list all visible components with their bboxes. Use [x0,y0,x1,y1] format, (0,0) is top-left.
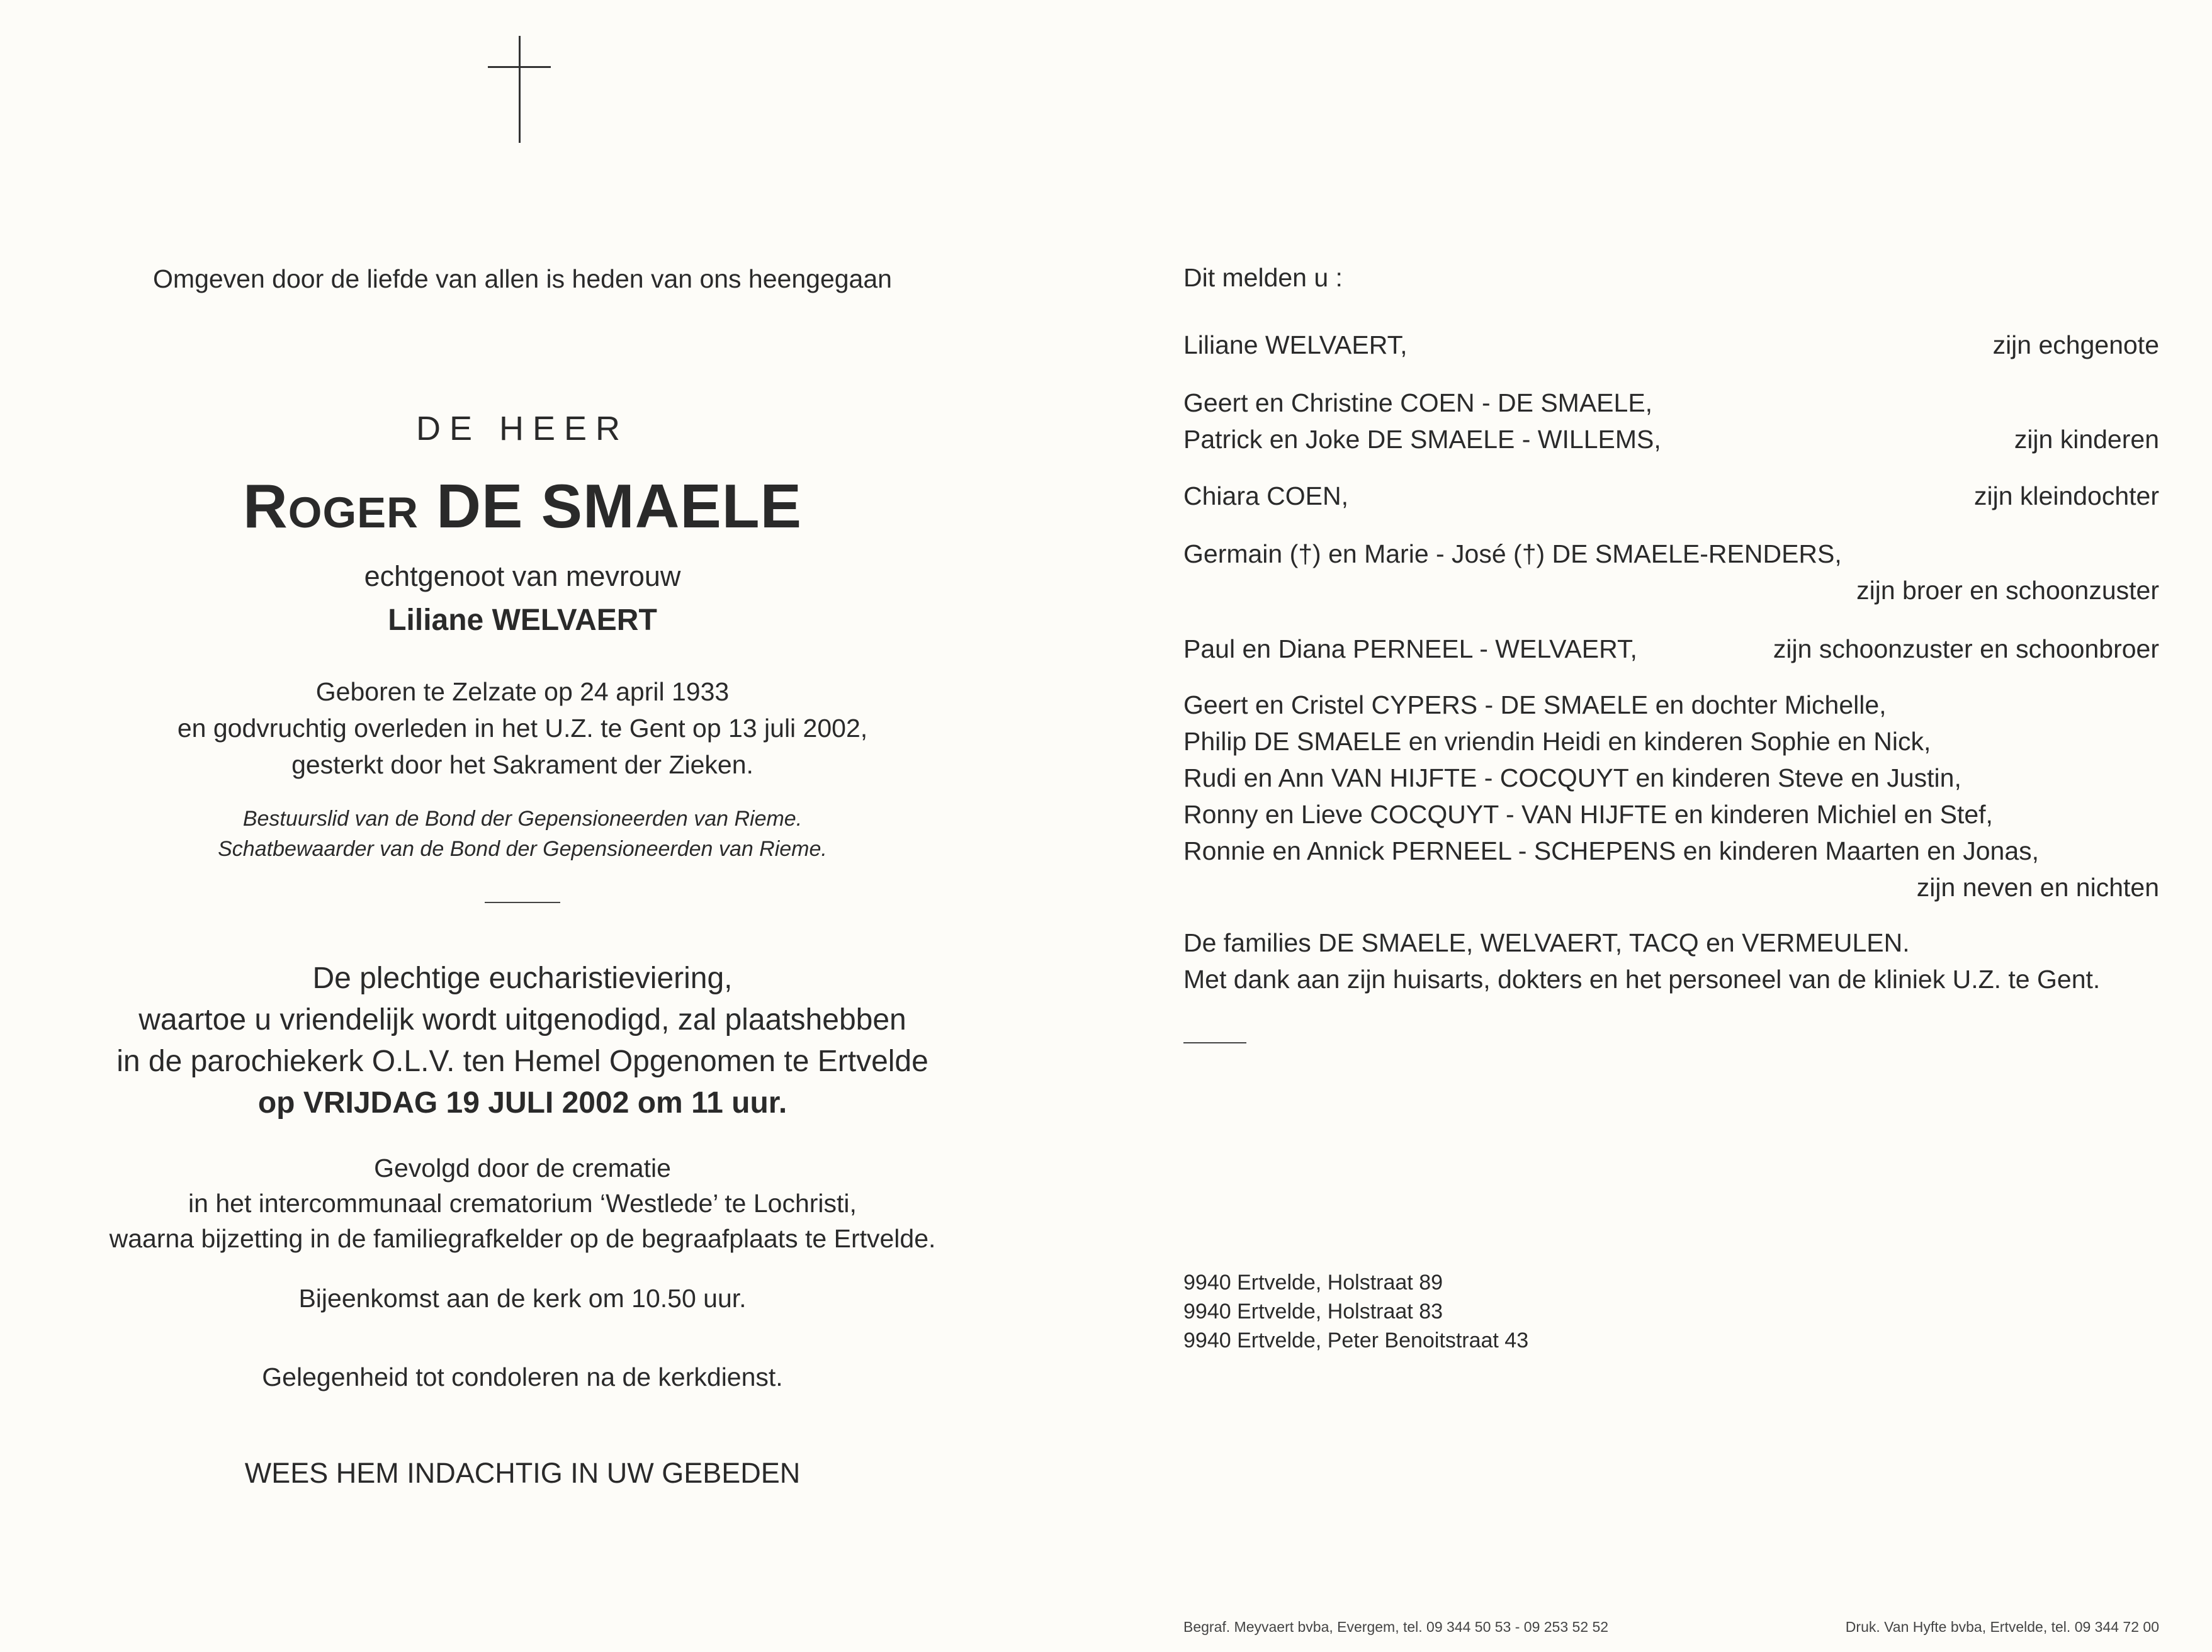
mourner-name: Chiara COEN, [1183,481,1349,510]
cremation-details [69,1150,976,1256]
cremation-line: Gevolgd door de crematie [374,1154,671,1183]
honorific-title: DE HEER [415,410,629,447]
mourner-name: Germain (†) en Marie - José (†) DE SMAELE-RENDERS, [1183,539,1842,568]
families-line: De families DE SMAELE, WELVAERT, TACQ en VERMEULEN. [1183,928,1910,957]
relation-label: zijn kleindochter [1974,481,2159,510]
spouse-name: Liliane WELVAERT [388,604,657,637]
mourner-name: Paul en Diana PERNEEL - WELVAERT, [1183,634,1637,663]
deceased-last-name: DE SMAELE [436,471,802,541]
role-line: Schatbewaarder van de Bond der Gepensioneerden van Rieme. [218,837,827,861]
address-line: 9940 Ertvelde, Peter Benoitstraat 43 [1183,1329,1529,1352]
mourner-name: Rudi en Ann VAN HIJFTE - COCQUYT en kinderen Steve en Justin, [1183,763,1961,792]
addresses [1183,1268,1528,1355]
mourner-name: Patrick en Joke DE SMAELE - WILLEMS, [1183,425,1661,454]
birth-death-details [69,673,976,783]
mourner-name: Geert en Christine COEN - DE SMAELE, [1183,388,1653,417]
thanks-line: Met dank aan zijn huisarts, dokters en het personeel van de kliniek U.Z. te Gent. [1183,965,2101,994]
address-line: 9940 Ertvelde, Holstraat 83 [1183,1300,1443,1323]
relation-label: zijn neven en nichten [1916,873,2159,902]
death-line: en godvruchtig overleden in het U.Z. te Gent op 13 juli 2002, [177,714,868,743]
announcement-heading: Dit melden u : [1183,263,1343,292]
sacrament-line: gesterkt door het Sakrament der Zieken. [291,750,753,779]
mass-line: in de parochiekerk O.L.V. ten Hemel Opgenomen te Ertvelde [116,1045,928,1078]
mass-details [69,958,976,1124]
role-line: Bestuurslid van de Bond der Gepensioneerden van Rieme. [242,807,803,831]
printer-credit: Druk. Van Hyfte bvba, Ertvelde, tel. 09 344 72 00 [1845,1619,2159,1635]
deceased-first-name: Roger [243,471,419,541]
mourner-name: Philip DE SMAELE en vriendin Heidi en kinderen Sophie en Nick, [1183,727,1931,756]
address-line: 9940 Ertvelde, Holstraat 89 [1183,1271,1443,1295]
cremation-line: waarna bijzetting in de familiegrafkelder op de begraafplaats te Ertvelde. [109,1224,936,1253]
mourner-name: Ronny en Lieve COCQUYT - VAN HIJFTE en kinderen Michiel en Stef, [1183,800,1993,829]
remember-prayer: WEES HEM INDACHTIG IN UW GEBEDEN [244,1457,801,1489]
roles [69,804,976,864]
cremation-line: in het intercommunaal crematorium ‘Westlede’ te Lochristi, [188,1189,857,1218]
relation-label: zijn kinderen [2014,425,2159,454]
mourner-name: Liliane WELVAERT, [1183,330,1408,359]
meeting-time: Bijeenkomst aan de kerk om 10.50 uur. [298,1284,747,1313]
undertaker-credit: Begraf. Meyvaert bvba, Evergem, tel. 09 344 50 53 - 09 253 52 52 [1183,1619,1609,1635]
birth-line: Geboren te Zelzate op 24 april 1933 [315,677,730,706]
condolences: Gelegenheid tot condoleren na de kerkdienst. [262,1363,783,1391]
intro-text: Omgeven door de liefde van allen is heden van ons heengegaan [153,264,892,293]
deceased-name [69,471,976,542]
relation-label: zijn broer en schoonzuster [1856,576,2159,605]
divider [485,902,560,903]
relation-label: zijn schoonzuster en schoonbroer [1773,634,2159,663]
mass-line: waartoe u vriendelijk wordt uitgenodigd, zal plaatshebben [138,1003,906,1037]
mourner-name: Geert en Cristel CYPERS - DE SMAELE en dochter Michelle, [1183,690,1887,719]
divider [1183,1042,1246,1043]
spouse-intro: echtgenoot van mevrouw [364,560,681,592]
relation-label: zijn echgenote [1992,330,2159,359]
mass-date: op VRIJDAG 19 JULI 2002 om 11 uur. [257,1086,787,1120]
cross-icon [488,36,551,143]
mass-line: De plechtige eucharistieviering, [312,962,733,995]
mourner-name: Ronnie en Annick PERNEEL - SCHEPENS en kinderen Maarten en Jonas, [1183,836,2040,865]
